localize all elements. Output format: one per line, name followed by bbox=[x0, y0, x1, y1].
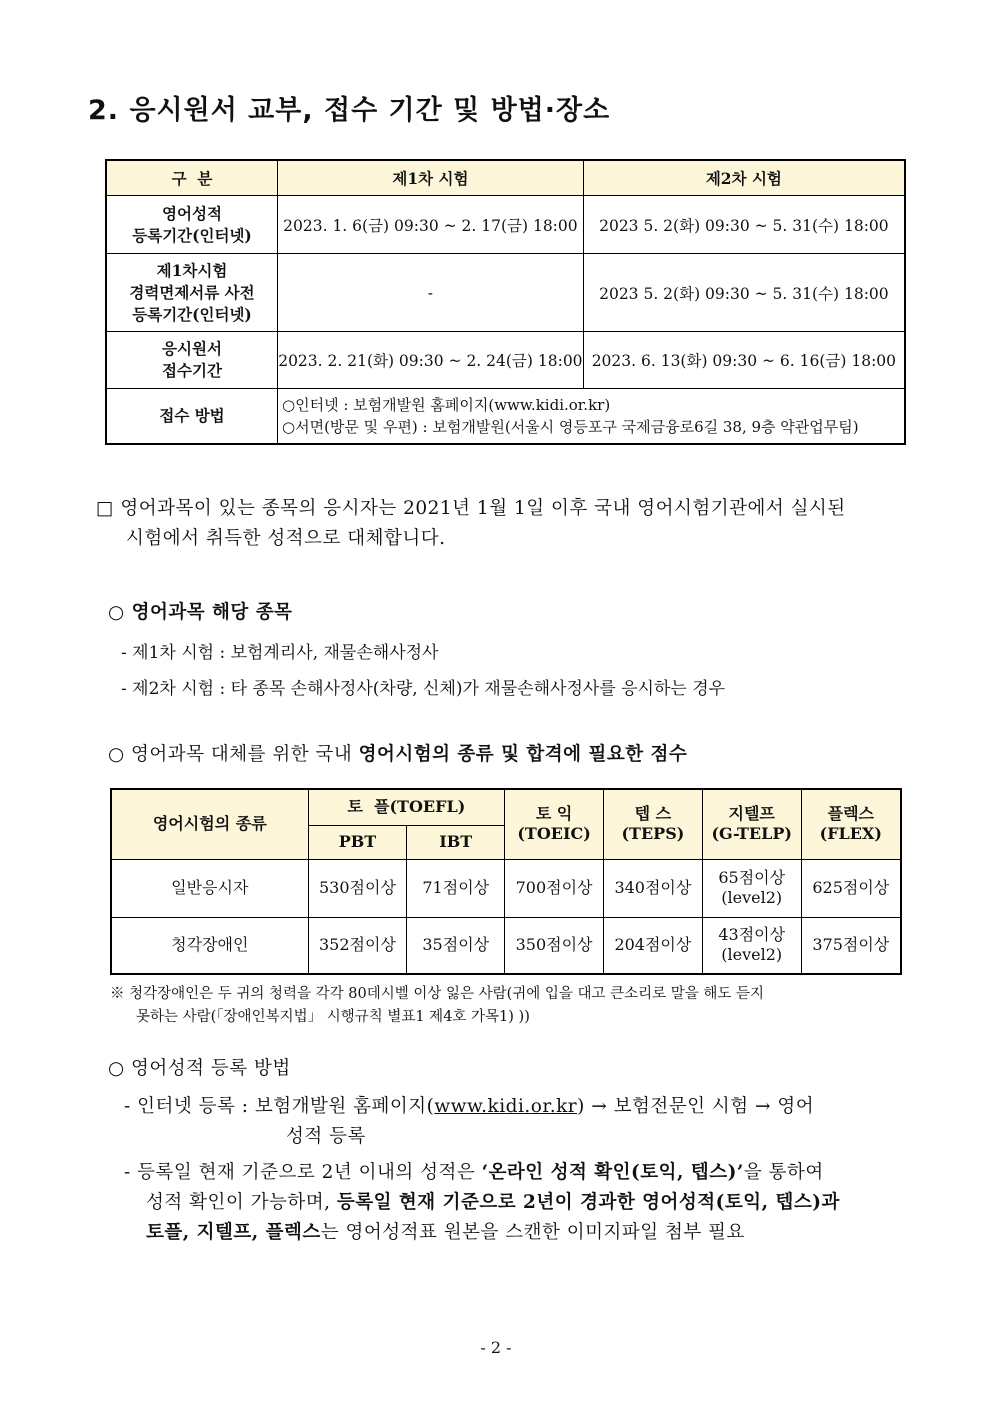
notice-paragraph: □ 영어과목이 있는 종목의 응시자는 2021년 1월 1일 이후 국내 영어시험기관에서 실시된 시험에서 취득한 성적으로 대체합니다. bbox=[96, 498, 846, 549]
pbt-score: 530점이상 bbox=[308, 859, 407, 917]
gtelp-score: 43점이상 (level2) bbox=[702, 917, 801, 974]
toeic-header: 토 익 (TOEIC) bbox=[505, 789, 604, 859]
schedule-second-value: 2023. 6. 13(화) 09:30 ~ 6. 16(금) 18:00 bbox=[583, 332, 905, 389]
schedule-header-second: 제2차 시험 bbox=[583, 160, 905, 196]
schedule-first-value: 2023. 1. 6(금) 09:30 ~ 2. 17(금) 18:00 bbox=[278, 196, 584, 254]
gtelp-header: 지텔프 (G-TELP) bbox=[702, 789, 801, 859]
flex-header: 플렉스 (FLEX) bbox=[801, 789, 901, 859]
subjects-heading: ○ 영어과목 해당 종목 bbox=[108, 602, 293, 623]
schedule-second-value: 2023 5. 2(화) 09:30 ~ 5. 31(수) 18:00 bbox=[583, 254, 905, 332]
scores-row-label: 일반응시자 bbox=[111, 859, 308, 917]
schedule-first-value: 2023. 2. 21(화) 09:30 ~ 2. 24(금) 18:00 bbox=[278, 332, 584, 389]
teps-score: 340점이상 bbox=[604, 859, 703, 917]
schedule-row-career bbox=[106, 254, 905, 332]
registration-item-internet: - 인터넷 등록 : 보험개발원 홈페이지(www.kidi.or.kr) → 보험전문인 시험 → 영어 성적 등록 bbox=[124, 1096, 815, 1147]
method-label: 접수 방법 bbox=[106, 389, 278, 444]
schedule-header-category: 구 분 bbox=[106, 160, 278, 196]
schedule-row-application bbox=[106, 332, 905, 389]
scores-table bbox=[110, 788, 902, 975]
scores-heading: ○ 영어과목 대체를 위한 국내 영어시험의 종류 및 합격에 필요한 점수 bbox=[108, 744, 688, 765]
page-number: - 2 - bbox=[480, 1338, 512, 1357]
ibt-score: 71점이상 bbox=[407, 859, 505, 917]
schedule-table bbox=[105, 159, 906, 445]
teps-score: 204점이상 bbox=[604, 917, 703, 974]
schedule-first-value: - bbox=[278, 254, 584, 332]
schedule-header-first: 제1차 시험 bbox=[278, 160, 584, 196]
gtelp-score: 65점이상 (level2) bbox=[702, 859, 801, 917]
schedule-second-value: 2023 5. 2(화) 09:30 ~ 5. 31(수) 18:00 bbox=[583, 196, 905, 254]
flex-score: 625점이상 bbox=[801, 859, 901, 917]
toeic-score: 700점이상 bbox=[505, 859, 604, 917]
method-value: ○인터넷 : 보험개발원 홈페이지(www.kidi.or.kr) ○서면(방문 및 우편) : 보험개발원(서울시 영등포구 국제금융로6길 38, 9층 약관업무팀) bbox=[278, 389, 905, 444]
registration-heading: ○ 영어성적 등록 방법 bbox=[108, 1058, 291, 1079]
page-title: 2. 응시원서 교부, 접수 기간 및 방법·장소 bbox=[88, 95, 611, 126]
scores-row-general bbox=[111, 859, 901, 917]
schedule-row-label: 제1차시험 경력면제서류 사전 등록기간(인터넷) bbox=[106, 254, 278, 332]
registration-item-period: - 등록일 현재 기준으로 2년 이내의 성적은 ‘온라인 성적 확인(토익, 텝스)’을 통하여 성적 확인이 가능하며, 등록일 현재 기준으로 2년이 경과한 영어성적(토익, 텝스)과 토플, 지텔프, 플렉스는 영어성적표 원본을 스캔한 이미지파일 첨부 필요 bbox=[124, 1162, 840, 1243]
toefl-header: 토 플(TOEFL) bbox=[308, 789, 505, 825]
schedule-header-row bbox=[106, 160, 905, 196]
schedule-row-label: 응시원서 접수기간 bbox=[106, 332, 278, 389]
ibt-score: 35점이상 bbox=[407, 917, 505, 974]
pbt-score: 352점이상 bbox=[308, 917, 407, 974]
subjects-item: - 제1차 시험 : 보험계리사, 재물손해사정사 bbox=[121, 643, 439, 663]
scores-row-label: 청각장애인 bbox=[111, 917, 308, 974]
pbt-header: PBT bbox=[308, 825, 407, 859]
scores-row-hearing bbox=[111, 917, 901, 974]
scores-type-header: 영어시험의 종류 bbox=[111, 789, 308, 859]
footnote: ※ 청각장애인은 두 귀의 청력을 각각 80데시벨 이상 잃은 사람(귀에 입을 대고 큰소리로 말을 해도 듣지 못하는 사람(「장애인복지법」 시행규칙 별표1 제4호 가목1) )) bbox=[110, 986, 765, 1025]
schedule-row-english bbox=[106, 196, 905, 254]
schedule-row-method bbox=[106, 389, 905, 444]
subjects-item: - 제2차 시험 : 타 종목 손해사정사(차량, 신체)가 재물손해사정사를 응시하는 경우 bbox=[121, 679, 726, 699]
checkbox-icon: □ bbox=[96, 498, 114, 519]
toeic-score: 350점이상 bbox=[505, 917, 604, 974]
teps-header: 텝 스 (TEPS) bbox=[604, 789, 703, 859]
kidi-link[interactable]: www.kidi.or.kr bbox=[434, 1096, 578, 1117]
scores-header-row bbox=[111, 789, 901, 825]
schedule-row-label: 영어성적 등록기간(인터넷) bbox=[106, 196, 278, 254]
ibt-header: IBT bbox=[407, 825, 505, 859]
flex-score: 375점이상 bbox=[801, 917, 901, 974]
